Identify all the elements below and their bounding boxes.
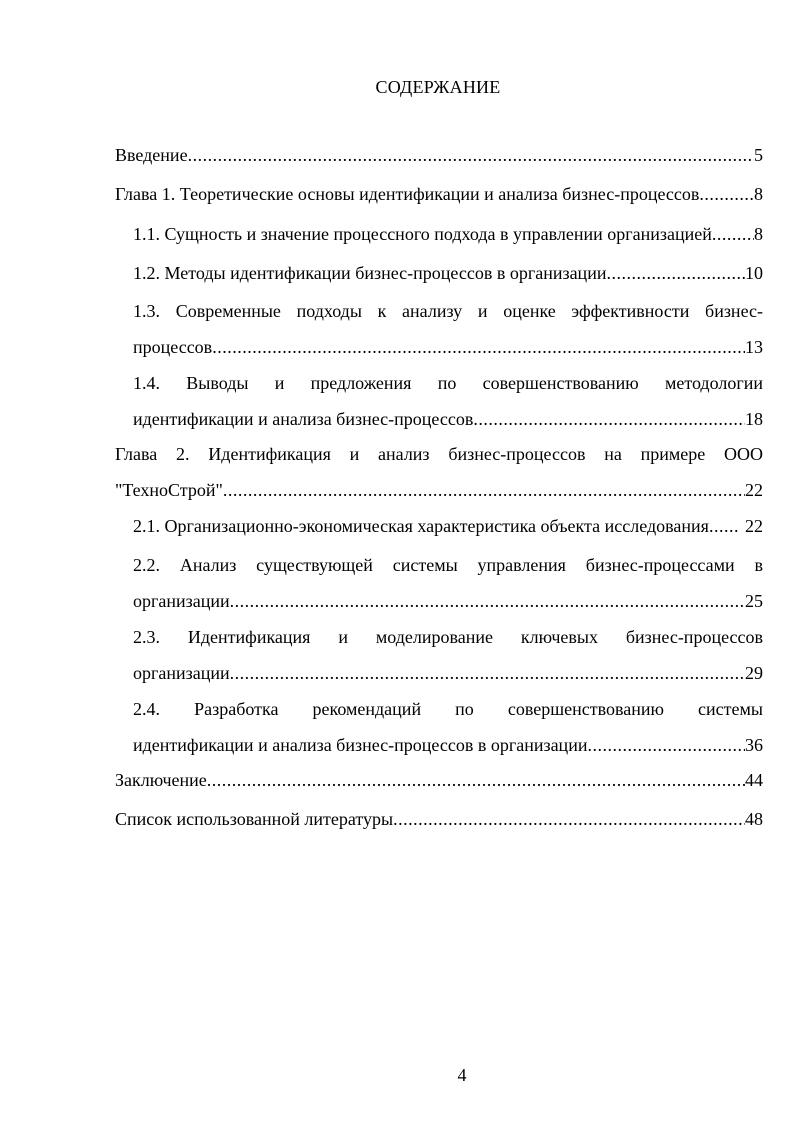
toc-entry-text-line2: организации: [133, 591, 230, 611]
toc-entry-text-line1: 2.2. Анализ существующей системы управления бизнес-процессами в: [133, 555, 763, 575]
dot-leader: [606, 255, 745, 291]
toc-entry-references[interactable]: [115, 801, 763, 837]
toc-entry-section-2-3[interactable]: [133, 619, 763, 691]
toc-entry-page: 10: [745, 263, 763, 283]
toc-entry-page: 29: [745, 663, 763, 683]
toc-entry-section-1-3[interactable]: [133, 293, 763, 365]
toc-entry-page: 13: [745, 337, 763, 357]
toc-entry-section-2-2[interactable]: [133, 547, 763, 619]
dot-leader: [212, 329, 745, 365]
toc-entry-text: 1.1. Сущность и значение процессного подхода в управлении организацией: [133, 224, 712, 244]
toc-entry-text-line1: 2.4. Разработка рекомендаций по совершенствованию системы: [133, 699, 763, 719]
toc-entry-text-line2: идентификации и анализа бизнес-процессов в организации: [133, 735, 588, 755]
toc-entry-text-line1: 1.4. Выводы и предложения по совершенствованию методологии: [133, 373, 763, 393]
page-number: 4: [457, 1065, 467, 1085]
toc-entry-chapter-2[interactable]: [115, 436, 763, 508]
dot-leader: [207, 762, 745, 798]
toc-entry-chapter-1[interactable]: [115, 176, 763, 212]
dot-leader: [473, 401, 745, 437]
toc-entry-text: Заключение: [115, 770, 207, 790]
dot-leader: [230, 655, 745, 691]
toc-entry-text: Введение: [115, 145, 188, 165]
toc-entry-text-line1: 2.3. Идентификация и моделирование ключевых бизнес-процессов: [133, 627, 763, 647]
toc-entry-page: 25: [745, 591, 763, 611]
toc-entry-section-2-4[interactable]: [133, 691, 763, 763]
toc-entry-page: 18: [745, 409, 763, 429]
toc-entry-page: 22: [745, 480, 763, 500]
dot-leader: [587, 727, 745, 763]
dot-leader: [223, 472, 745, 508]
toc-title: СОДЕРЖАНИЕ: [375, 77, 501, 97]
toc-entry-conclusion[interactable]: [115, 762, 763, 798]
toc-entry-section-1-2[interactable]: [133, 255, 763, 291]
toc-entry-page: 48: [745, 809, 763, 829]
toc-entry-text: Глава 1. Теоретические основы идентификации и анализа бизнес-процессов: [115, 184, 700, 204]
dot-leader: [188, 137, 754, 173]
toc-entry-text-line2: процессов: [133, 337, 213, 357]
toc-entry-text-line2: идентификации и анализа бизнес-процессов: [133, 409, 474, 429]
toc-entry-page: 8: [754, 184, 763, 204]
toc-entry-page: 8: [754, 224, 763, 244]
toc-entry-text-line1: Глава 2. Идентификация и анализ бизнес-процессов на примере ООО: [115, 444, 763, 464]
dot-leader: [230, 583, 745, 619]
dot-leader: [712, 216, 754, 252]
toc-entry-text: 1.2. Методы идентификации бизнес-процессов в организации: [133, 263, 607, 283]
toc-entry-page: 44: [745, 770, 763, 790]
toc-entry-section-1-1[interactable]: [133, 216, 763, 252]
toc-entry-text: 2.1. Организационно-экономическая характеристика объекта исследования: [133, 516, 709, 536]
dot-leader: [393, 801, 745, 837]
toc-entry-page: 22: [745, 516, 763, 536]
toc-entry-text-line2: "ТехноСтрой": [115, 480, 223, 500]
toc-entry-text-line1: 1.3. Современные подходы к анализу и оценке эффективности бизнес-: [133, 301, 763, 321]
dot-leader: [709, 508, 740, 544]
dot-leader: [699, 176, 754, 212]
toc-entry-text-line2: организации: [133, 663, 230, 683]
toc-entry-section-2-1[interactable]: [133, 508, 763, 544]
toc-entry-page: 36: [745, 735, 763, 755]
toc-entry-section-1-4[interactable]: [133, 365, 763, 437]
toc-entry-introduction[interactable]: [115, 137, 763, 173]
toc-entry-text: Список использованной литературы: [115, 809, 394, 829]
toc-entry-page: 5: [754, 145, 763, 165]
